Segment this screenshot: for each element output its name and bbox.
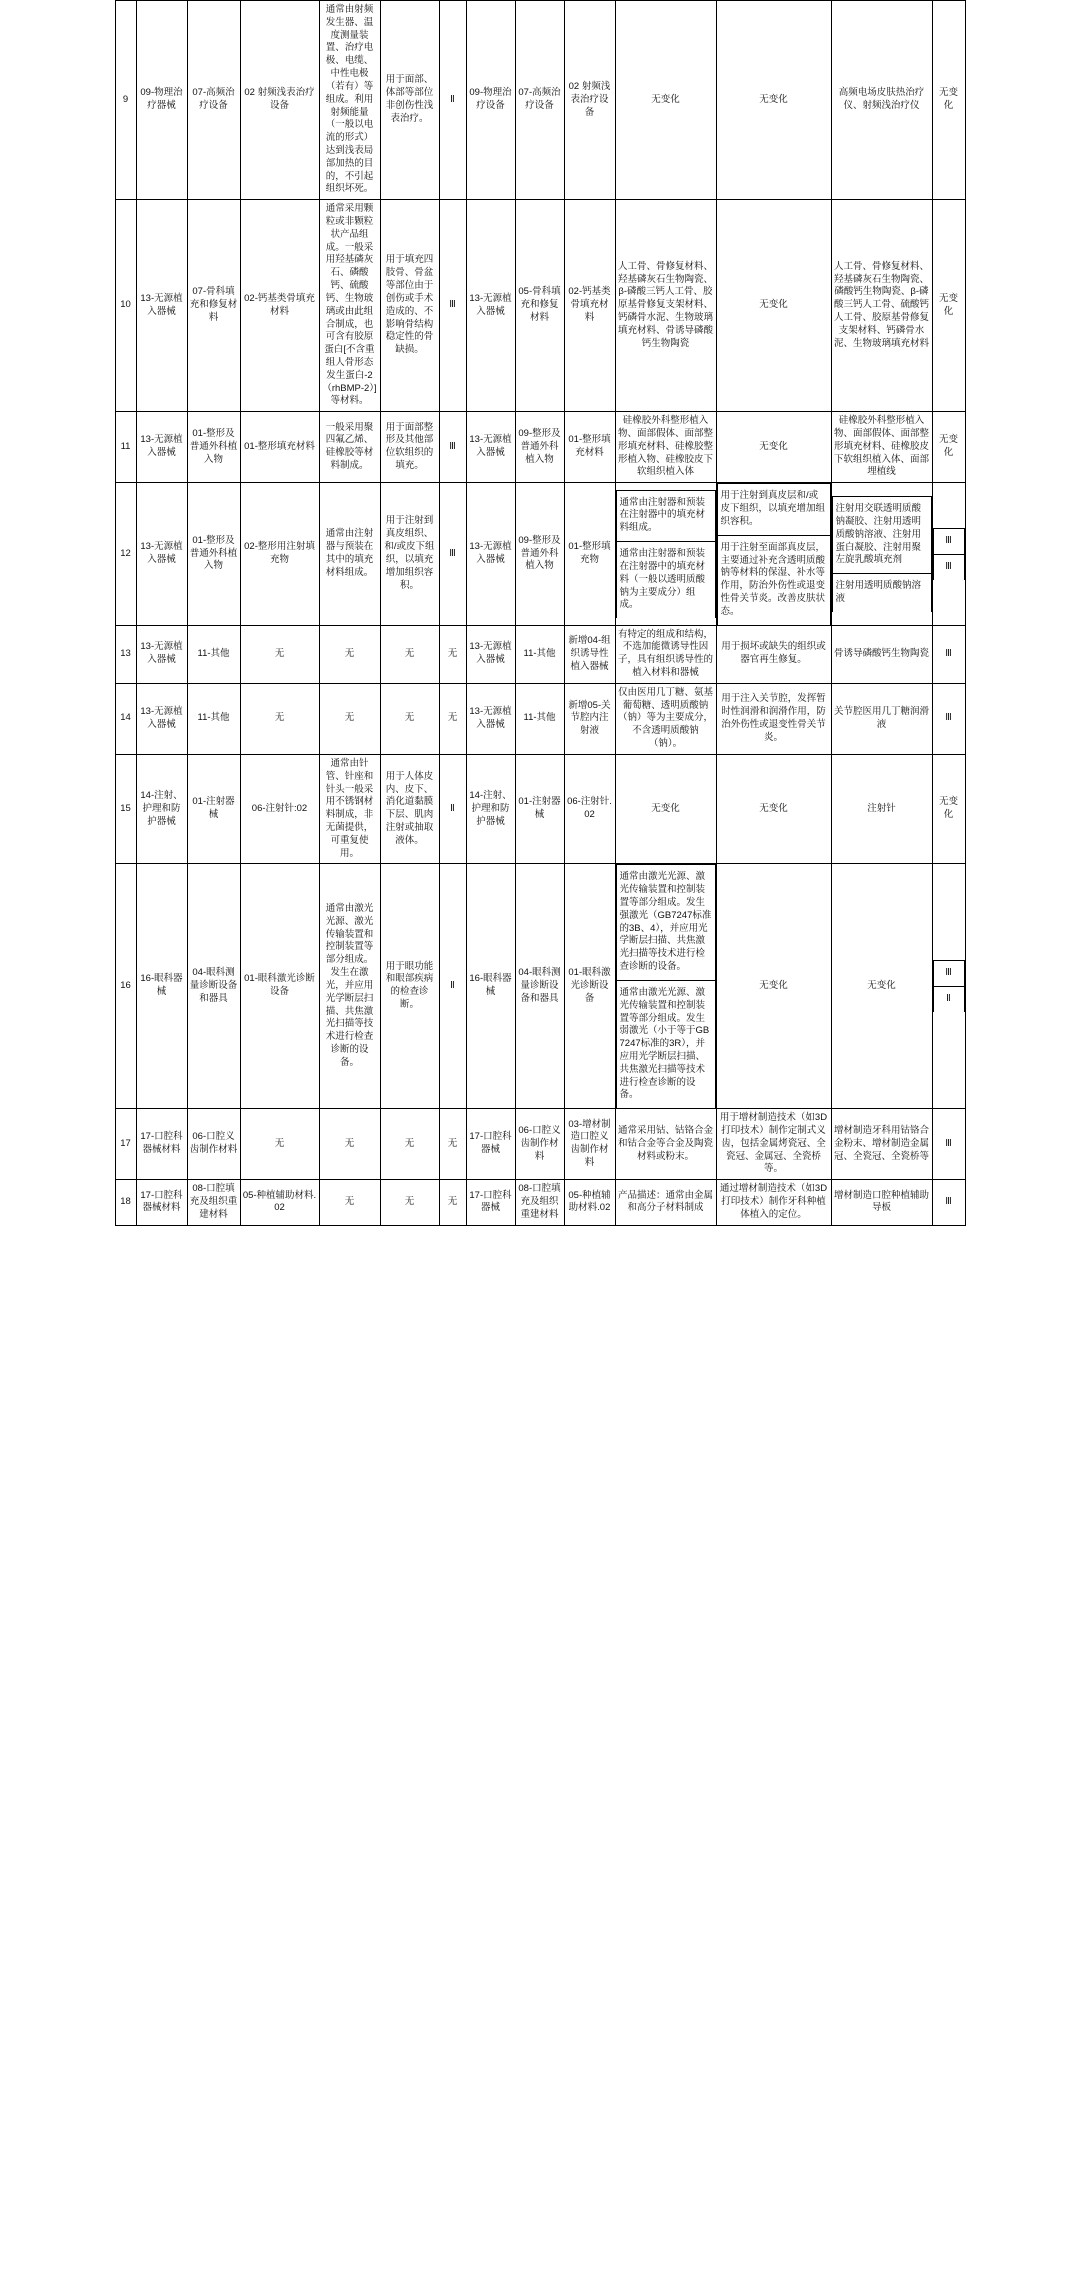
table-row — [115, 1, 965, 200]
new-class: 无变化 — [932, 1, 965, 200]
comparison-table — [115, 0, 966, 1226]
table-body — [115, 1, 965, 1226]
new-subcategory: 11-其他 — [515, 683, 564, 754]
row-number: 10 — [115, 200, 136, 412]
new-intended-use: 用于增材制造技术（如3D打印技术）制作定制式义齿，包括金属烤瓷冠、全瓷冠、金属冠、全瓷桥等。 — [716, 1109, 831, 1180]
old-subcategory: 01-整形及普通外科植入物 — [187, 412, 240, 483]
new-category: 13-无源植入器械 — [466, 200, 515, 412]
new-category: 13-无源植入器械 — [466, 683, 515, 754]
new-subcategory: 11-其他 — [515, 625, 564, 683]
old-product: 01-眼科激光诊断设备 — [240, 864, 319, 1109]
new-category: 17-口腔科器械 — [466, 1109, 515, 1180]
new-subcategory: 09-整形及普通外科植入物 — [515, 483, 564, 625]
old-intended-use: 用于注射到真皮组织、和/或皮下组织，以填充增加组织容积。 — [380, 483, 439, 625]
new-examples: 高频电场皮肤热治疗仪、射频浅治疗仪 — [831, 1, 932, 200]
row-number: 15 — [115, 754, 136, 864]
new-description: 通常由激光光源、激光传输装置和控制装置等部分组成。发生弱激光（小于等于GB7247标准的3R），并应用光学断层扫描、共焦激光扫描等技术进行检查诊断的设备。 — [616, 980, 715, 1108]
new-intended-use: 无变化 — [716, 200, 831, 412]
old-subcategory: 11-其他 — [187, 683, 240, 754]
old-subcategory: 11-其他 — [187, 625, 240, 683]
table-row — [115, 754, 965, 864]
new-class: Ⅲ — [932, 683, 965, 754]
new-class: Ⅲ — [933, 961, 964, 987]
table-row — [115, 483, 965, 625]
new-class: Ⅲ — [932, 1109, 965, 1180]
new-examples: 骨诱导磷酸钙生物陶瓷 — [831, 625, 932, 683]
new-subcategory: 07-高频治疗设备 — [515, 1, 564, 200]
new-intended-use: 用于损坏或缺失的组织或器官再生修复。 — [716, 625, 831, 683]
new-class: 无变化 — [932, 754, 965, 864]
new-class: Ⅱ — [933, 987, 964, 1012]
old-intended-use: 用于填充四肢骨、骨盆等部位由于创伤或手术造成的、不影响骨结构稳定性的骨缺损。 — [380, 200, 439, 412]
row-number: 16 — [115, 864, 136, 1109]
old-class: 无 — [439, 1180, 466, 1225]
table-row — [115, 1180, 965, 1225]
new-description-group — [615, 864, 716, 1109]
row-number: 14 — [115, 683, 136, 754]
new-class: 无变化 — [932, 200, 965, 412]
row-number: 12 — [115, 483, 136, 625]
new-subcategory: 08-口腔填充及组织重建材料 — [515, 1180, 564, 1225]
table-row — [115, 864, 965, 1109]
new-examples: 人工骨、骨修复材料、羟基磷灰石生物陶瓷、磷酸钙生物陶瓷、β-磷酸三钙人工骨、硫酸钙人工骨、胶原基骨修复支架材料、钙磷骨水泥、生物玻璃填充材料 — [831, 200, 932, 412]
old-category: 17-口腔科器械材料 — [136, 1109, 187, 1180]
new-product: 05-种植辅助材料.02 — [564, 1180, 615, 1225]
old-intended-use: 用于人体皮内、皮下、消化道黏膜下层、肌肉注射或抽取液体。 — [380, 754, 439, 864]
new-intended-use: 通过增材制造技术（如3D打印技术）制作牙科种植体植入的定位。 — [716, 1180, 831, 1225]
new-description: 硅橡胶外科整形植入物、面部假体、面部整形填充材料、硅橡胶整形植入物、硅橡胶皮下软组织植入体 — [615, 412, 716, 483]
new-product: 01-眼科激光诊断设备 — [564, 864, 615, 1109]
old-product: 02-整形用注射填充物 — [240, 483, 319, 625]
new-examples: 增材制造口腔种植辅助导板 — [831, 1180, 932, 1225]
new-product: 01-整形填充材料 — [564, 412, 615, 483]
row-number: 9 — [115, 1, 136, 200]
new-description: 通常采用钴、钴铬合金和钴合金等合金及陶瓷材料或粉末。 — [615, 1109, 716, 1180]
old-product: 02-钙基类骨填充材料 — [240, 200, 319, 412]
new-description: 通常由注射器和预装在注射器中的填充材料组成。 — [616, 490, 715, 541]
new-class: Ⅲ — [933, 554, 964, 579]
new-subcategory: 04-眼科测量诊断设备和器具 — [515, 864, 564, 1109]
new-subcategory: 05-骨科填充和修复材料 — [515, 200, 564, 412]
old-product: 无 — [240, 683, 319, 754]
table-row — [115, 683, 965, 754]
table-row — [115, 200, 965, 412]
new-intended-use: 无变化 — [716, 1, 831, 200]
new-description-group — [615, 483, 716, 625]
new-description: 产品描述：通常由金属和高分子材料制成 — [615, 1180, 716, 1225]
new-examples: 注射针 — [831, 754, 932, 864]
old-product: 05-种植辅助材料.02 — [240, 1180, 319, 1225]
new-subcategory: 01-注射器械 — [515, 754, 564, 864]
table-row — [115, 1109, 965, 1180]
new-product: 01-整形填充物 — [564, 483, 615, 625]
new-examples: 无变化 — [831, 864, 932, 1109]
new-category: 14-注射、护理和防护器械 — [466, 754, 515, 864]
new-class: 无变化 — [932, 412, 965, 483]
old-class: Ⅲ — [439, 483, 466, 625]
old-intended-use: 用于眼功能和眼部疾病的检查诊断。 — [380, 864, 439, 1109]
old-product: 无 — [240, 1109, 319, 1180]
old-intended-use: 无 — [380, 683, 439, 754]
old-description: 通常由射频发生器、温度测量装置、治疗电极、电缆、中性电极（若有）等组成。利用射频能量（一般以电流的形式）达到浅表局部加热的目的，不引起组织坏死。 — [319, 1, 380, 200]
old-class: 无 — [439, 625, 466, 683]
new-intended-use: 无变化 — [716, 864, 831, 1109]
old-description: 无 — [319, 625, 380, 683]
new-examples: 关节腔医用几丁糖润滑液 — [831, 683, 932, 754]
new-product: 新增04-组织诱导性植入器械 — [564, 625, 615, 683]
row-number: 11 — [115, 412, 136, 483]
new-description: 仅由医用几丁糖、氨基葡萄糖、透明质酸钠（钠）等为主要成分，不含透明质酸钠（钠）。 — [615, 683, 716, 754]
old-category: 13-无源植入器械 — [136, 483, 187, 625]
old-category: 14-注射、护理和防护器械 — [136, 754, 187, 864]
new-category: 17-口腔科器械 — [466, 1180, 515, 1225]
old-description: 通常由针管、针座和针头一般采用不锈钢材料制成，非无菌提供，可重复使用。 — [319, 754, 380, 864]
old-description: 无 — [319, 1109, 380, 1180]
old-subcategory: 01-整形及普通外科植入物 — [187, 483, 240, 625]
table-row — [115, 412, 965, 483]
new-subcategory: 06-口腔义齿制作材料 — [515, 1109, 564, 1180]
new-examples-group — [831, 483, 932, 625]
old-description: 通常由注射器与预装在其中的填充材料组成。 — [319, 483, 380, 625]
new-product: 02-钙基类骨填充材料 — [564, 200, 615, 412]
new-category: 13-无源植入器械 — [466, 412, 515, 483]
old-subcategory: 01-注射器械 — [187, 754, 240, 864]
old-class: 无 — [439, 1109, 466, 1180]
new-class: Ⅲ — [932, 625, 965, 683]
old-class: Ⅱ — [439, 864, 466, 1109]
old-intended-use: 无 — [380, 1180, 439, 1225]
new-product: 新增05-关节腔内注射液 — [564, 683, 615, 754]
new-intended-use: 用于注射到真皮层和/或皮下组织，以填充增加组织容积。 — [717, 484, 830, 535]
new-examples: 注射用透明质酸钠溶液 — [832, 574, 931, 612]
new-intended-use: 无变化 — [716, 754, 831, 864]
old-description: 无 — [319, 683, 380, 754]
old-intended-use: 用于面部、体部等部位非创伤性浅表治疗。 — [380, 1, 439, 200]
old-description: 无 — [319, 1180, 380, 1225]
new-class: Ⅲ — [932, 1180, 965, 1225]
new-description: 无变化 — [615, 754, 716, 864]
old-class: Ⅲ — [439, 412, 466, 483]
new-product: 03-增材制造口腔义齿制作材料 — [564, 1109, 615, 1180]
new-intended-use-group — [716, 483, 831, 625]
old-category: 09-物理治疗器械 — [136, 1, 187, 200]
old-product: 06-注射针:02 — [240, 754, 319, 864]
new-product: 02 射频浅表治疗设备 — [564, 1, 615, 200]
old-category: 16-眼科器械 — [136, 864, 187, 1109]
new-category: 16-眼科器械 — [466, 864, 515, 1109]
new-class-group — [932, 864, 965, 1109]
new-description: 通常由激光光源、激光传输装置和控制装置等部分组成。发生强激光（GB7247标准的3B、4），并应用光学断层扫描、共焦激光扫描等技术进行检查诊断的设备。 — [616, 865, 715, 981]
new-examples: 硅橡胶外科整形植入物、面部假体、面部整形填充材料、硅橡胶皮下软组织植入体、面部埋植线 — [831, 412, 932, 483]
old-category: 13-无源植入器械 — [136, 625, 187, 683]
new-description: 通常由注射器和预装在注射器中的填充材料（一般以透明质酸钠为主要成分）组成。 — [616, 542, 715, 619]
new-description: 人工骨、骨修复材料、羟基磷灰石生物陶瓷、β-磷酸三钙人工骨、胶原基骨修复支架材料、钙磷骨水泥、生物玻璃填充材料、骨诱导磷酸钙生物陶瓷 — [615, 200, 716, 412]
new-description: 无变化 — [615, 1, 716, 200]
old-category: 13-无源植入器械 — [136, 412, 187, 483]
new-class-group — [932, 483, 965, 625]
new-category: 13-无源植入器械 — [466, 625, 515, 683]
table-row — [115, 625, 965, 683]
old-subcategory: 07-骨科填充和修复材料 — [187, 200, 240, 412]
new-intended-use: 用于注入关节腔，发挥暂时性润滑和润滑作用，防治外伤性或退变性骨关节炎。 — [716, 683, 831, 754]
new-category: 09-物理治疗设备 — [466, 1, 515, 200]
old-subcategory: 07-高频治疗设备 — [187, 1, 240, 200]
old-category: 13-无源植入器械 — [136, 200, 187, 412]
old-description: 通常采用颗粒或非颗粒状产品组成。一般采用羟基磷灰石、磷酸钙、硫酸钙、生物玻璃或由此组合制成，也可含有胶原蛋白[不含重组人骨形态发生蛋白-2（rhBMP-2）]等材料。 — [319, 200, 380, 412]
old-class: Ⅱ — [439, 754, 466, 864]
old-product: 01-整形填充材料 — [240, 412, 319, 483]
old-product: 无 — [240, 625, 319, 683]
old-class: 无 — [439, 683, 466, 754]
old-subcategory: 06-口腔义齿制作材料 — [187, 1109, 240, 1180]
row-number: 17 — [115, 1109, 136, 1180]
old-product: 02 射频浅表治疗设备 — [240, 1, 319, 200]
old-description: 通常由激光光源、激光传输装置和控制装置等部分组成。发生在激光，并应用光学断层扫描、共焦激光扫描等技术进行检查诊断的设备。 — [319, 864, 380, 1109]
row-number: 18 — [115, 1180, 136, 1225]
old-class: Ⅲ — [439, 200, 466, 412]
new-subcategory: 09-整形及普通外科植入物 — [515, 412, 564, 483]
old-intended-use: 无 — [380, 625, 439, 683]
new-product: 06-注射针.02 — [564, 754, 615, 864]
old-intended-use: 用于面部整形及其他部位软组织的填充。 — [380, 412, 439, 483]
old-category: 17-口腔科器械材料 — [136, 1180, 187, 1225]
new-description: 有特定的组成和结构，不选加能微诱导性因子，具有组织诱导性的植入材料和器械 — [615, 625, 716, 683]
old-class: Ⅱ — [439, 1, 466, 200]
old-description: 一般采用聚四氟乙烯、硅橡胶等材料制成。 — [319, 412, 380, 483]
old-category: 13-无源植入器械 — [136, 683, 187, 754]
new-examples: 增材制造牙科用钴铬合金粉末、增材制造金属冠、全瓷冠、全瓷桥等 — [831, 1109, 932, 1180]
new-intended-use: 无变化 — [716, 412, 831, 483]
new-category: 13-无源植入器械 — [466, 483, 515, 625]
old-subcategory: 08-口腔填充及组织重建材料 — [187, 1180, 240, 1225]
new-intended-use: 用于注射至面部真皮层，主要通过补充含透明质酸钠等材料的保湿、补水等作用，防治外伤性或退变性骨关节炎。改善皮肤状态。 — [717, 535, 830, 624]
new-class: Ⅲ — [933, 529, 964, 555]
old-intended-use: 无 — [380, 1109, 439, 1180]
row-number: 13 — [115, 625, 136, 683]
new-examples: 注射用交联透明质酸钠凝胶、注射用透明质酸钠溶液、注射用蛋白凝胶、注射用聚左旋乳酸填充剂 — [832, 497, 931, 574]
old-subcategory: 04-眼科测量诊断设备和器具 — [187, 864, 240, 1109]
